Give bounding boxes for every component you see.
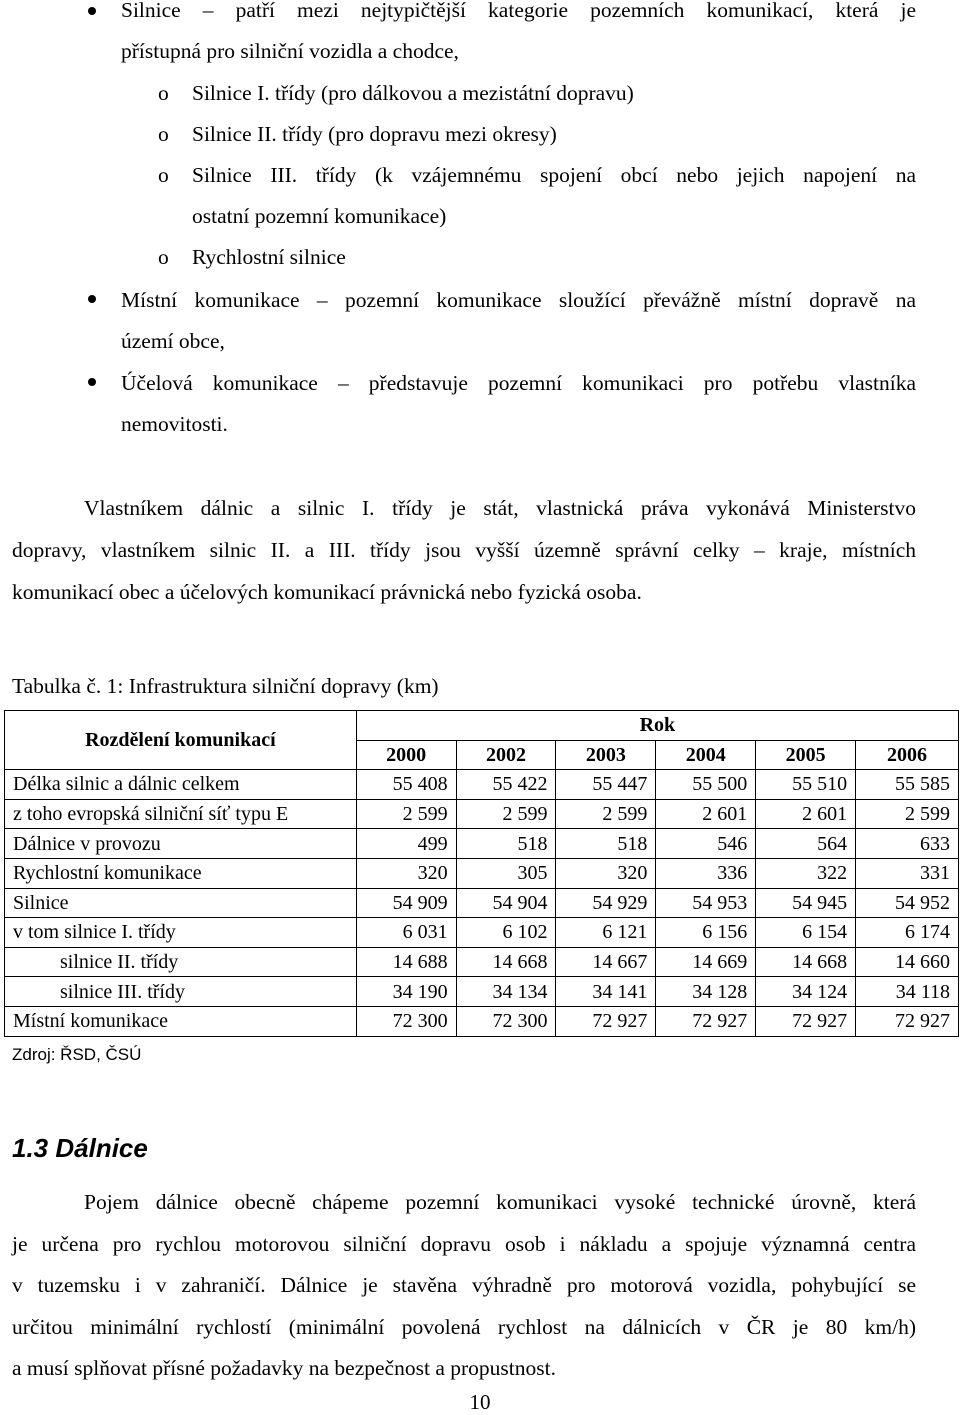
table-cell: 54 904 <box>456 888 556 918</box>
bullet-dot <box>88 295 96 303</box>
paragraph-line: Vlastníkem dálnic a silnic I. třídy je stát, vlastnická práva vykonává Ministerstvo <box>84 496 916 520</box>
infrastructure-table <box>4 710 959 1037</box>
bullet-dot <box>88 378 96 386</box>
table-cell: 72 300 <box>356 1006 456 1036</box>
table-cell: 55 585 <box>856 770 959 800</box>
bullet-text: Místní komunikace – pozemní komunikace sloužící převážně místní dopravě na <box>121 288 916 312</box>
table-cell: 2 599 <box>556 799 656 829</box>
bullet-text: přístupná pro silniční vozidla a chodce, <box>121 39 459 63</box>
section-heading: 1.3 Dálnice <box>12 1133 148 1163</box>
paragraph-line: je určena pro rychlou motorovou silniční dopravu osob i nákladu a spojuje významná centra <box>12 1232 916 1256</box>
table-source: Zdroj: ŘSD, ČSÚ <box>12 1045 142 1064</box>
sub-bullet-text: ostatní pozemní komunikace) <box>192 204 447 228</box>
paragraph-line: komunikací obec a účelových komunikací právnická nebo fyzická osoba. <box>12 580 642 604</box>
table-cell: 633 <box>856 829 959 859</box>
row-label: Místní komunikace <box>5 1006 357 1036</box>
sub-bullet-marker: o <box>158 81 169 105</box>
table-cell: 6 156 <box>656 918 756 948</box>
paragraph-line: v tuzemsku i v zahraničí. Dálnice je stavěna výhradně pro motorová vozidla, pohybující se <box>12 1273 916 1297</box>
bullet-text: Účelová komunikace – představuje pozemní komunikaci pro potřebu vlastníka <box>121 371 916 395</box>
bullet-text: území obce, <box>121 329 225 353</box>
table-cell: 72 927 <box>656 1006 756 1036</box>
sub-bullet-text: Rychlostní silnice <box>192 245 346 269</box>
table-cell: 55 408 <box>356 770 456 800</box>
table-cell: 55 447 <box>556 770 656 800</box>
bullet-text: nemovitosti. <box>121 412 228 436</box>
table-cell: 54 945 <box>756 888 856 918</box>
row-label: Rychlostní komunikace <box>5 858 357 888</box>
sub-bullet-marker: o <box>158 245 169 269</box>
sub-bullet-marker: o <box>158 122 169 146</box>
table-cell: 2 599 <box>856 799 959 829</box>
table-cell: 6 121 <box>556 918 656 948</box>
table-cell: 518 <box>556 829 656 859</box>
table-cell: 305 <box>456 858 556 888</box>
sub-bullet-marker: o <box>158 163 169 187</box>
table-row <box>5 918 959 948</box>
page-number: 10 <box>469 1390 491 1414</box>
table-cell: 34 124 <box>756 977 856 1007</box>
sub-bullet-text: Silnice II. třídy (pro dopravu mezi okresy) <box>192 122 557 146</box>
row-label: Dálnice v provozu <box>5 829 357 859</box>
table-cell: 14 669 <box>656 947 756 977</box>
table-cell: 320 <box>356 858 456 888</box>
table-header-row <box>5 711 959 741</box>
table-cell: 2 599 <box>356 799 456 829</box>
table-row <box>5 977 959 1007</box>
table-cell: 6 102 <box>456 918 556 948</box>
row-label: z toho evropská silniční síť typu E <box>5 799 357 829</box>
table-row <box>5 770 959 800</box>
sub-bullet-text: Silnice III. třídy (k vzájemnému spojení obcí nebo jejich napojení na <box>192 163 916 187</box>
paragraph-line: Pojem dálnice obecně chápeme pozemní komunikaci vysoké technické úrovně, která <box>84 1190 916 1214</box>
table-cell: 499 <box>356 829 456 859</box>
table-cell: 54 952 <box>856 888 959 918</box>
table-cell: 2 599 <box>456 799 556 829</box>
row-label: silnice III. třídy <box>5 977 357 1007</box>
table-cell: 14 688 <box>356 947 456 977</box>
table-cell: 55 500 <box>656 770 756 800</box>
table-cell: 54 953 <box>656 888 756 918</box>
bullet-dot <box>88 7 96 15</box>
table-cell: 34 134 <box>456 977 556 1007</box>
table-row <box>5 1006 959 1036</box>
paragraph-line: určitou minimální rychlostí (minimální povolená rychlost na dálnicích v ČR je 80 km/h) <box>12 1315 916 1339</box>
table-cell: 14 668 <box>456 947 556 977</box>
table-cell: 72 927 <box>756 1006 856 1036</box>
table-cell: 322 <box>756 858 856 888</box>
table-row <box>5 799 959 829</box>
table-cell: 55 510 <box>756 770 856 800</box>
table-cell: 2 601 <box>656 799 756 829</box>
table-cell: 72 927 <box>856 1006 959 1036</box>
year-header: 2004 <box>656 740 756 770</box>
table-cell: 34 141 <box>556 977 656 1007</box>
year-header: 2005 <box>756 740 856 770</box>
table-row <box>5 858 959 888</box>
paragraph-line: dopravy, vlastníkem silnic II. a III. třídy jsou vyšší územně správní celky – kraje, místních <box>12 538 916 562</box>
table-cell: 54 909 <box>356 888 456 918</box>
year-header: 2003 <box>556 740 656 770</box>
table-cell: 34 190 <box>356 977 456 1007</box>
row-label: Délka silnic a dálnic celkem <box>5 770 357 800</box>
table-cell: 336 <box>656 858 756 888</box>
table-cell: 54 929 <box>556 888 656 918</box>
table-cell: 564 <box>756 829 856 859</box>
table-row <box>5 829 959 859</box>
table-cell: 14 667 <box>556 947 656 977</box>
table-cell: 546 <box>656 829 756 859</box>
table-cell: 34 118 <box>856 977 959 1007</box>
table-cell: 2 601 <box>756 799 856 829</box>
table-cell: 518 <box>456 829 556 859</box>
col-header-categories: Rozdělení komunikací <box>5 711 357 770</box>
table-cell: 34 128 <box>656 977 756 1007</box>
table-cell: 6 174 <box>856 918 959 948</box>
year-header: 2002 <box>456 740 556 770</box>
table-cell: 72 927 <box>556 1006 656 1036</box>
table-row <box>5 947 959 977</box>
table-cell: 331 <box>856 858 959 888</box>
year-header: 2000 <box>356 740 456 770</box>
table-caption: Tabulka č. 1: Infrastruktura silniční dopravy (km) <box>12 674 439 698</box>
row-label: v tom silnice I. třídy <box>5 918 357 948</box>
table-cell: 72 300 <box>456 1006 556 1036</box>
col-header-year-group: Rok <box>356 711 958 741</box>
table-cell: 14 660 <box>856 947 959 977</box>
table-cell: 55 422 <box>456 770 556 800</box>
row-label: silnice II. třídy <box>5 947 357 977</box>
table-cell: 320 <box>556 858 656 888</box>
year-header: 2006 <box>856 740 959 770</box>
table-cell: 14 668 <box>756 947 856 977</box>
sub-bullet-text: Silnice I. třídy (pro dálkovou a mezistátní dopravu) <box>192 81 634 105</box>
bullet-text: Silnice – patří mezi nejtypičtější kategorie pozemních komunikací, která je <box>121 0 916 22</box>
table-cell: 6 154 <box>756 918 856 948</box>
table-row <box>5 888 959 918</box>
paragraph-line: a musí splňovat přísné požadavky na bezpečnost a propustnost. <box>12 1356 556 1380</box>
table-cell: 6 031 <box>356 918 456 948</box>
row-label: Silnice <box>5 888 357 918</box>
